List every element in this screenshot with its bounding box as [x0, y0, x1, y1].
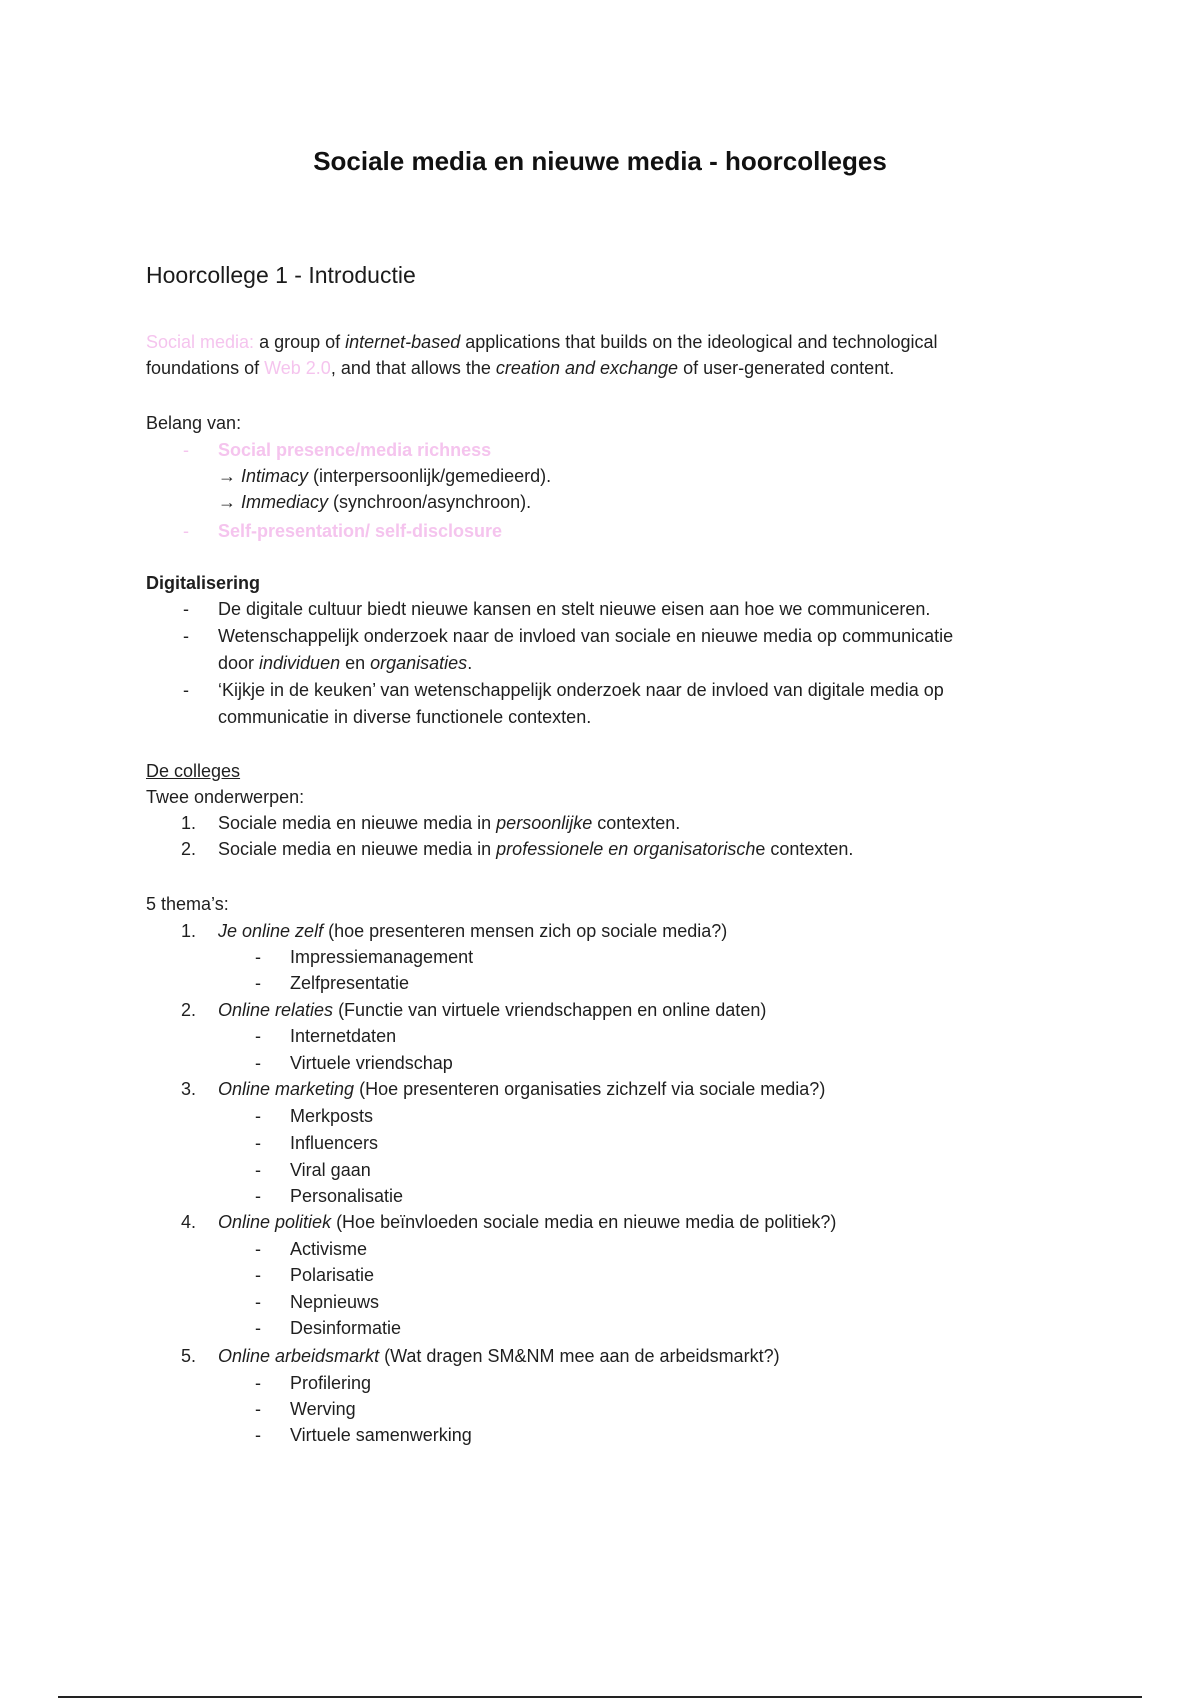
thema-2: Online relaties (Functie van virtuele vriendschappen en online daten): [218, 1000, 767, 1020]
dash-marker: -: [255, 1053, 261, 1073]
digitalisering-bullet-2-line-2: door individuen en organisaties.: [218, 653, 473, 673]
belang-item-1: Social presence/media richness: [218, 440, 492, 460]
dash-marker: -: [183, 440, 189, 460]
digitalisering-heading: Digitalisering: [146, 573, 261, 593]
web-term: Web 2.0: [264, 358, 331, 378]
thema-1: Je online zelf (hoe presenteren mensen zich op sociale media?): [218, 921, 728, 941]
thema-4-sub: Polarisatie: [290, 1265, 375, 1285]
colleges-heading: De colleges: [146, 761, 241, 781]
dash-marker: -: [255, 1186, 261, 1206]
thema-3-sub: Personalisatie: [290, 1186, 404, 1206]
belang-label: Belang van:: [146, 413, 242, 433]
number-marker: 4.: [181, 1212, 197, 1232]
thema-3-sub: Merkposts: [290, 1106, 374, 1126]
dash-marker: -: [255, 1026, 261, 1046]
dash-marker: -: [255, 1133, 261, 1153]
number-marker: 1.: [181, 813, 197, 833]
colleges-item-1: Sociale media en nieuwe media in persoonlijke contexten.: [218, 813, 681, 833]
definition-line-1: Social media: a group of internet-based applications that builds on the ideological and technological: [146, 332, 938, 352]
dash-marker: -: [255, 1425, 261, 1445]
themas-label: 5 thema’s:: [146, 894, 229, 914]
number-marker: 2.: [181, 839, 197, 859]
thema-5-sub: Profilering: [290, 1373, 372, 1393]
thema-5: Online arbeidsmarkt (Wat dragen SM&NM mee aan de arbeidsmarkt?): [218, 1346, 780, 1366]
colleges-item-2: Sociale media en nieuwe media in professionele en organisatorische contexten.: [218, 839, 854, 859]
dash-marker: -: [255, 1160, 261, 1180]
dash-marker: -: [255, 1265, 261, 1285]
page-title: Sociale media en nieuwe media - hoorcolleges: [313, 146, 887, 176]
digitalisering-bullet-2-line-1: Wetenschappelijk onderzoek naar de invloed van sociale en nieuwe media op communicatie: [218, 626, 954, 646]
thema-3-sub: Viral gaan: [290, 1160, 371, 1180]
page-bottom-rule: [58, 1696, 1142, 1698]
thema-4-sub: Activisme: [290, 1239, 368, 1259]
digitalisering-bullet-1: De digitale cultuur biedt nieuwe kansen en stelt nieuwe eisen aan hoe we communiceren.: [218, 599, 931, 619]
dash-marker: -: [255, 973, 261, 993]
number-marker: 2.: [181, 1000, 197, 1020]
digitalisering-bullet-3-line-2: communicatie in diverse functionele contexten.: [218, 707, 592, 727]
belang-sub-2: → Immediacy (synchroon/asynchroon).: [218, 492, 532, 512]
thema-2-sub: Internetdaten: [290, 1026, 397, 1046]
dash-marker: -: [255, 1318, 261, 1338]
thema-4-sub: Nepnieuws: [290, 1292, 380, 1312]
thema-3-sub: Influencers: [290, 1133, 379, 1153]
belang-sub-1: → Intimacy (interpersoonlijk/gemedieerd).: [218, 466, 552, 486]
number-marker: 3.: [181, 1079, 197, 1099]
dash-marker: -: [183, 626, 189, 646]
number-marker: 5.: [181, 1346, 197, 1366]
dash-marker: -: [255, 1239, 261, 1259]
dash-marker: -: [255, 1373, 261, 1393]
thema-4-sub: Desinformatie: [290, 1318, 402, 1338]
thema-4: Online politiek (Hoe beïnvloeden sociale media en nieuwe media de politiek?): [218, 1212, 837, 1232]
thema-1-sub: Impressiemanagement: [290, 947, 474, 967]
thema-2-sub: Virtuele vriendschap: [290, 1053, 453, 1073]
digitalisering-bullet-3-line-1: ‘Kijkje in de keuken’ van wetenschappelijk onderzoek naar de invloed van digitale media op: [218, 680, 944, 700]
belang-item-2: Self-presentation/ self-disclosure: [218, 521, 503, 541]
colleges-sub: Twee onderwerpen:: [146, 787, 305, 807]
dash-marker: -: [255, 1292, 261, 1312]
thema-5-sub: Werving: [290, 1399, 356, 1419]
definition-line-2: foundations of Web 2.0, and that allows the creation and exchange of user-generated content.: [146, 358, 895, 378]
dash-marker: -: [183, 521, 189, 541]
dash-marker: -: [183, 599, 189, 619]
dash-marker: -: [255, 1106, 261, 1126]
definition-term: Social media:: [146, 332, 255, 352]
thema-1-sub: Zelfpresentatie: [290, 973, 410, 993]
dash-marker: -: [255, 1399, 261, 1419]
thema-3: Online marketing (Hoe presenteren organisaties zichzelf via sociale media?): [218, 1079, 826, 1099]
thema-5-sub: Virtuele samenwerking: [290, 1425, 472, 1445]
section-heading: Hoorcollege 1 - Introductie: [146, 262, 416, 288]
number-marker: 1.: [181, 921, 197, 941]
dash-marker: -: [255, 947, 261, 967]
dash-marker: -: [183, 680, 189, 700]
